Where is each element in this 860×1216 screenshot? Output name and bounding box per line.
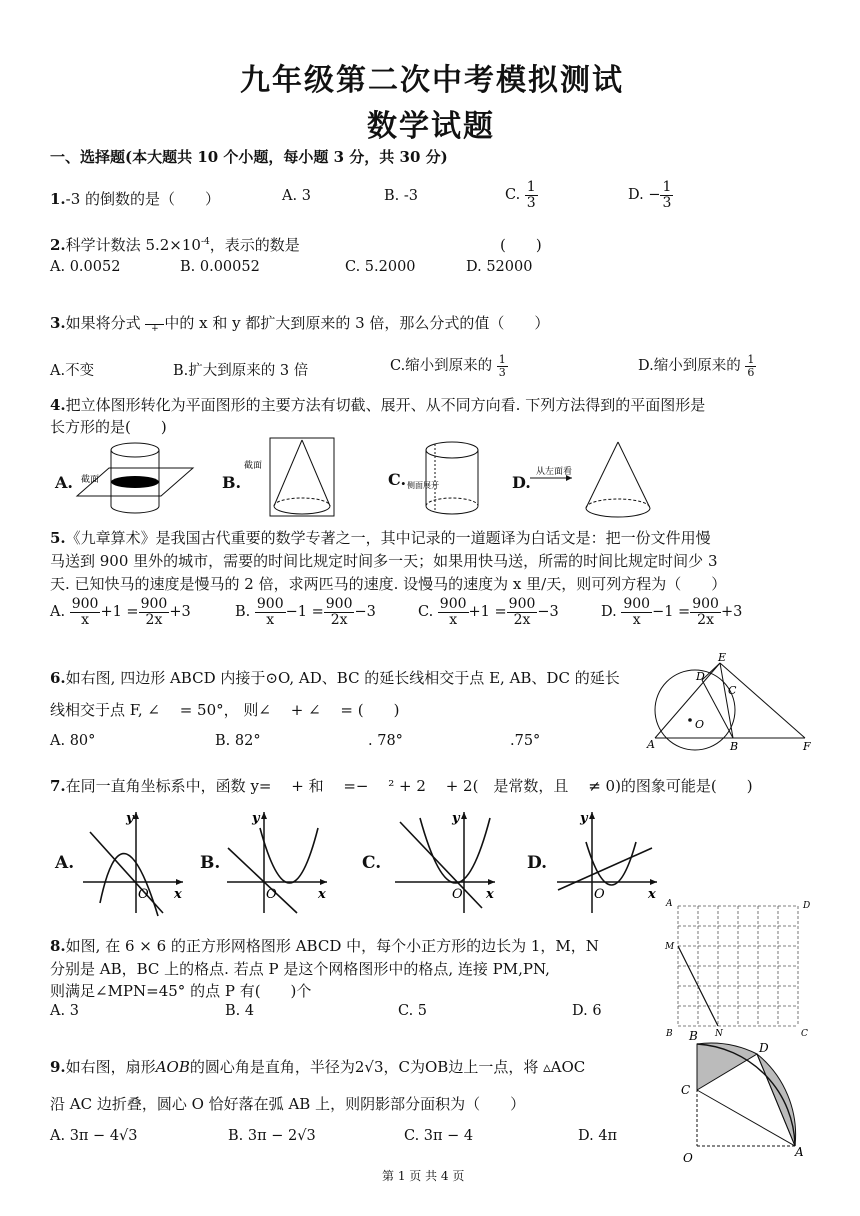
option-a-letter: A.	[55, 473, 73, 492]
svg-text:O: O	[452, 887, 463, 902]
cone-section-figure	[242, 436, 342, 521]
question-stem-mid: 的圆心角是直角，半径为	[189, 1058, 355, 1076]
svg-text:D: D	[759, 1041, 769, 1055]
option-d: .75°	[510, 733, 541, 749]
svg-text:x: x	[486, 887, 494, 902]
option-c-letter: C.	[362, 853, 382, 873]
cyclic-quadrilateral-figure	[640, 650, 820, 755]
option-a: A. 80°	[50, 733, 96, 749]
option-b: B.扩大到原来的 3 倍	[173, 363, 309, 379]
option-c: C. 3π − 4	[404, 1128, 474, 1144]
option-b: B. 3π − 2√3	[228, 1128, 316, 1144]
option-d: D.缩小到原来的 $\frac{1}{6}$	[638, 353, 755, 379]
question-stem-line3: 则满足∠MPN=45° 的点 P 有( )个	[50, 982, 312, 1000]
svg-text:从左面看: 从左面看	[536, 467, 573, 477]
option-c: C.缩小到原来的 $\frac{1}{3}$	[390, 353, 506, 379]
question-number: 5.	[50, 529, 66, 547]
svg-text:C: C	[801, 1029, 808, 1036]
svg-text:x: x	[174, 887, 182, 902]
option-b: B. 0.00052	[180, 259, 260, 275]
option-b: B. $\frac{900}{x}$ −1 = $\frac{900}{2x}$ −3	[235, 596, 376, 628]
option-d: D. 4π	[578, 1128, 618, 1144]
option-a: A. 3	[50, 1003, 79, 1019]
cylinder-unfold-figure	[405, 436, 500, 521]
question-stem-line2: 长方形的是( )	[50, 418, 167, 436]
graph-a	[78, 808, 188, 918]
radius-value: 2√3	[354, 1058, 384, 1076]
svg-text:y: y	[126, 811, 134, 826]
svg-text:D: D	[696, 670, 705, 683]
answer-paren: ( )	[500, 236, 542, 254]
option-d: D. − $\frac{1}{3}$	[628, 179, 672, 211]
question-number: 9.	[50, 1058, 66, 1076]
question-stem: -3 的倒数的是（ ）	[65, 190, 221, 208]
question-stem: 在同一直角坐标系中，函数 y= + 和 =− ² + 2 + 2( 是常数，且 ≠ 0)的图象可能是( )	[65, 777, 753, 795]
page-footer: 第 1 页 共 4 页	[382, 1169, 465, 1183]
cylinder-section-figure	[75, 436, 195, 521]
option-c: C. 5	[398, 1003, 428, 1019]
option-d: D. $\frac{900}{x}$ −1 = $\frac{900}{2x}$ +3	[601, 596, 743, 628]
svg-text:O: O	[594, 887, 605, 902]
question-number: 2.	[50, 236, 66, 254]
svg-text:E: E	[718, 651, 727, 664]
option-a: A. $\frac{900}{x}$ +1 = $\frac{900}{2x}$ +3	[50, 596, 191, 628]
svg-text:O: O	[695, 718, 705, 731]
option-b: B. -3	[384, 188, 418, 204]
svg-text:M: M	[665, 942, 675, 952]
question-stem-end: ，表示的数是	[209, 236, 300, 254]
question-number: 7.	[50, 777, 66, 795]
question-stem-line2: 分别是 AB，BC 上的格点. 若点 P 是这个网格图形中的格点, 连接 PM,PN,	[50, 960, 550, 978]
grid-figure	[660, 896, 820, 1036]
sector-name: AOB	[155, 1058, 190, 1076]
option-a: A.不变	[50, 363, 95, 379]
svg-text:y: y	[252, 811, 260, 826]
page-subtitle: 数学试题	[367, 109, 495, 144]
exponent: -4	[200, 237, 210, 247]
svg-text:F: F	[803, 740, 811, 753]
option-a: A. 3	[282, 188, 311, 204]
question-number: 8.	[50, 937, 66, 955]
question-stem: 如右图, 四边形 ABCD 内接于⊙O, AD、BC 的延长线相交于点 E, AB、DC 的延长	[65, 669, 620, 687]
svg-text:A: A	[795, 1145, 804, 1159]
option-a: A. 0.0052	[50, 259, 121, 275]
question-stem: 如果将分式	[65, 314, 141, 332]
question-stem: 科学计数法 5.2×10	[65, 236, 201, 254]
svg-text:O: O	[266, 887, 277, 902]
question-number: 3.	[50, 314, 66, 332]
svg-text:A: A	[666, 899, 673, 909]
option-b-letter: B.	[200, 853, 221, 873]
svg-text:O: O	[138, 887, 149, 902]
option-a: A. 3π − 4√3	[50, 1128, 138, 1144]
question-number: 1.	[50, 190, 66, 208]
svg-text:N: N	[715, 1029, 723, 1036]
svg-text:x: x	[318, 887, 326, 902]
option-c: C. 5.2000	[345, 259, 416, 275]
svg-text:A: A	[647, 738, 655, 751]
cone-view-figure	[530, 436, 660, 521]
svg-text:y: y	[452, 811, 460, 826]
svg-text:B: B	[666, 1029, 673, 1036]
svg-text:y: y	[580, 811, 588, 826]
svg-text:侧面展开: 侧面展开	[407, 481, 439, 490]
svg-text:C: C	[728, 684, 737, 697]
option-d: D. 52000	[466, 259, 533, 275]
page-title: 九年级第二次中考模拟测试	[240, 63, 624, 98]
option-b: B. 4	[225, 1003, 255, 1019]
graph-c	[390, 808, 500, 918]
option-c: . 78°	[368, 733, 403, 749]
option-a-letter: A.	[55, 853, 75, 873]
section-heading: 一、选择题(本大题共 10 个小题，每小题 3 分，共 30 分)	[50, 148, 448, 166]
question-stem: 如右图，扇形	[65, 1058, 156, 1076]
svg-text:B: B	[689, 1029, 698, 1043]
fraction: +	[145, 314, 164, 334]
svg-text:O: O	[683, 1151, 693, 1165]
svg-text:截面: 截面	[81, 475, 100, 485]
question-number: 4.	[50, 396, 66, 414]
option-c: C. $\frac{900}{x}$ +1 = $\frac{900}{2x}$ −3	[418, 596, 559, 628]
question-stem: 如图, 在 6 × 6 的正方形网格图形 ABCD 中，每个小正方形的边长为 1，M，N	[65, 937, 599, 955]
question-stem-end: ，C为OB边上一点，将 ▵AOC	[383, 1058, 586, 1076]
question-stem-line2: 线相交于点 F, ∠ = 50°， 则∠ + ∠ = ( )	[50, 701, 400, 719]
svg-text:x: x	[648, 887, 656, 902]
question-stem-line3: 天. 已知快马的速度是慢马的 2 倍，求两匹马的速度. 设慢马的速度为 x 里/天，则可列方程为（ ）	[50, 575, 727, 593]
option-d: D. 6	[572, 1003, 602, 1019]
sector-figure	[675, 1028, 815, 1168]
option-c: C. $\frac{1}{3}$	[505, 179, 536, 211]
svg-text:截面: 截面	[244, 461, 263, 471]
option-b: B. 82°	[215, 733, 261, 749]
svg-text:B: B	[730, 740, 739, 753]
question-stem: 把立体图形转化为平面图形的主要方法有切截、展开、从不同方向看. 下列方法得到的平面图形是	[65, 396, 706, 414]
question-stem-end: 中的 x 和 y 都扩大到原来的 3 倍，那么分式的值（ ）	[164, 314, 550, 332]
question-stem-line2: 沿 AC 边折叠，圆心 O 恰好落在弧 AB 上，则阴影部分面积为（ ）	[50, 1095, 526, 1113]
option-c-letter: C.	[388, 470, 407, 489]
question-stem: 《九章算术》是我国古代重要的数学专著之一，其中记录的一道题译为白话文是：把一份文件用慢	[65, 529, 711, 547]
question-number: 6.	[50, 669, 66, 687]
option-d-letter: D.	[512, 473, 531, 492]
question-stem-line2: 马送到 900 里外的城市，需要的时间比规定时间多一天；如果用快马送，所需的时间比规定时间少 3	[50, 552, 718, 570]
svg-text:D: D	[803, 901, 811, 911]
option-b-letter: B.	[222, 473, 242, 492]
graph-d	[552, 808, 662, 918]
option-d-letter: D.	[527, 853, 548, 873]
svg-text:C: C	[681, 1083, 691, 1097]
graph-b	[222, 808, 332, 918]
